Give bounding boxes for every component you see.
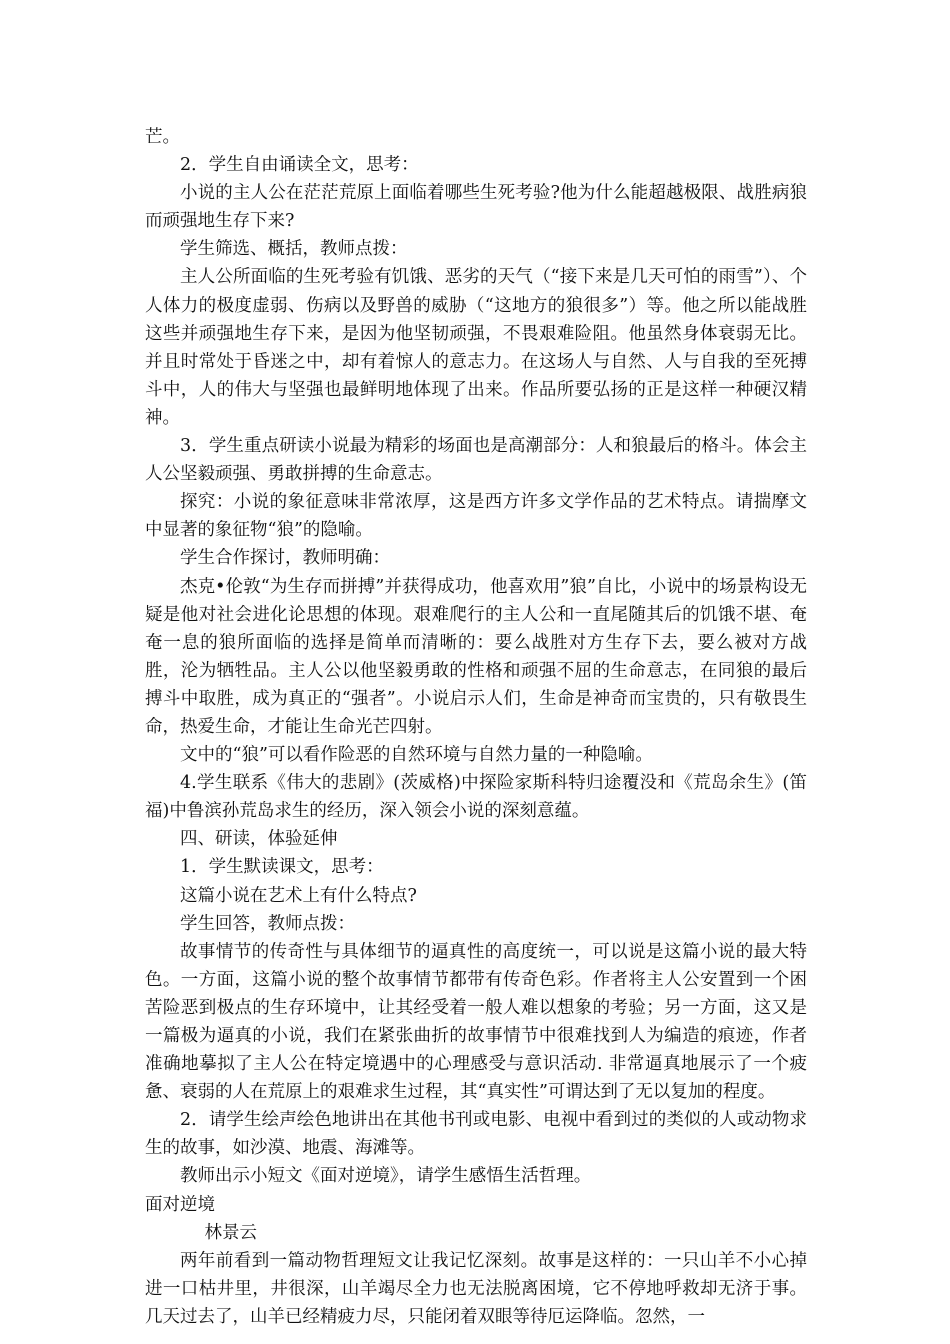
essay-title: 面对逆境 <box>145 1194 215 1215</box>
paragraph: 2．请学生绘声绘色地讲出在其他书刊或电影、电视中看到过的类似的人或动物求生的故事，如沙漠、地震、海滩等。 <box>145 1110 807 1159</box>
paragraph: 这篇小说在艺术上有什么特点? <box>180 885 417 906</box>
paragraph: 故事情节的传奇性与具体细节的逼真性的高度统一，可以说是这篇小说的最大特色。一方面，这篇小说的整个故事情节都带有传奇色彩。作者将主人公安置到一个困苦险恶到极点的生存环境中，让其经受着一般人难以想象的考验；另一方面，这又是一篇极为逼真的小说，我们在紧张曲折的故事情节中很难找到人为编造的痕迹，作者准确地摹拟了主人公在特定境遇中的心理感受与意识活动. 非常逼真地展示了一个疲惫、衰弱的人在荒原上的艰难求生过程，其“真实性”可谓达到了无以复加的程度。 <box>145 941 807 1103</box>
document-body <box>145 123 807 1331</box>
paragraph: 2．学生自由诵读全文，思考： <box>180 155 419 176</box>
paragraph: 主人公所面临的生死考验有饥饿、恶劣的天气（“接下来是几天可怕的雨雪”）、个人体力的极度虚弱、伤病以及野兽的威胁（“这地方的狼很多”）等。他之所以能战胜这些并顽强地生存下来，是因为他坚韧顽强，不畏艰难险阻。他虽然身体衰弱无比。并且时常处于昏迷之中，却有着惊人的意志力。在这场人与自然、人与自我的至死搏斗中，人的伟大与坚强也最鲜明地体现了出来。作品所要弘扬的正是这样一种硬汉精神。 <box>145 267 807 428</box>
paragraph: 芒。 <box>145 127 180 147</box>
essay-author: 林景云 <box>204 1222 257 1243</box>
paragraph: 4.学生联系《伟大的悲剧》(茨威格)中探险家斯科特归途覆没和《荒岛余生》(笛福)中鲁滨孙荒岛求生的经历，深入领会小说的深刻意蕴。 <box>145 773 807 822</box>
section-heading: 四、研读，体验延伸 <box>180 829 338 850</box>
paragraph: 文中的“狼”可以看作险恶的自然环境与自然力量的一种隐喻。 <box>180 745 653 766</box>
paragraph: 两年前看到一篇动物哲理短文让我记忆深刻。故事是这样的：一只山羊不小心掉进一口枯井里，井很深，山羊竭尽全力也无法脱离困境，它不停地呼救却无济于事。几天过去了，山羊已经精疲力尽，只能闭着双眼等待厄运降临。忽然，一 <box>145 1250 807 1327</box>
paragraph: 学生合作探讨，教师明确： <box>180 548 390 569</box>
paragraph: 3．学生重点研读小说最为精彩的场面也是高潮部分：人和狼最后的格斗。体会主人公坚毅顽强、勇敢拼搏的生命意志。 <box>145 436 807 485</box>
paragraph: 教师出示小短文《面对逆境》，请学生感悟生活哲理。 <box>180 1166 592 1187</box>
paragraph: 学生回答，教师点拨： <box>180 913 355 934</box>
paragraph: 1．学生默读课文，思考： <box>180 857 384 878</box>
paragraph: 杰克•伦敦“为生存而拼搏”并获得成功，他喜欢用”狼”自比，小说中的场景构设无疑是他对社会进化论思想的体现。艰难爬行的主人公和一直尾随其后的饥饿不堪、奄奄一息的狼所面临的选择是简单而清晰的：要么战胜对方生存下去，要么被对方战胜，沦为牺牲品。主人公以他坚毅勇敢的性格和顽强不屈的生命意志，在同狼的最后搏斗中取胜，成为真正的“强者”。小说启示人们，生命是神奇而宝贵的，只有敬畏生命，热爱生命，才能让生命光芒四射。 <box>145 576 807 737</box>
paragraph: 探究：小说的象征意味非常浓厚，这是西方许多文学作品的艺术特点。请揣摩文中显著的象征物“狼”的隐喻。 <box>145 492 807 541</box>
paragraph: 小说的主人公在茫茫荒原上面临着哪些生死考验?他为什么能超越极限、战胜病狼而顽强地生存下来? <box>145 183 807 232</box>
paragraph: 学生筛选、概括，教师点拨： <box>180 239 408 260</box>
